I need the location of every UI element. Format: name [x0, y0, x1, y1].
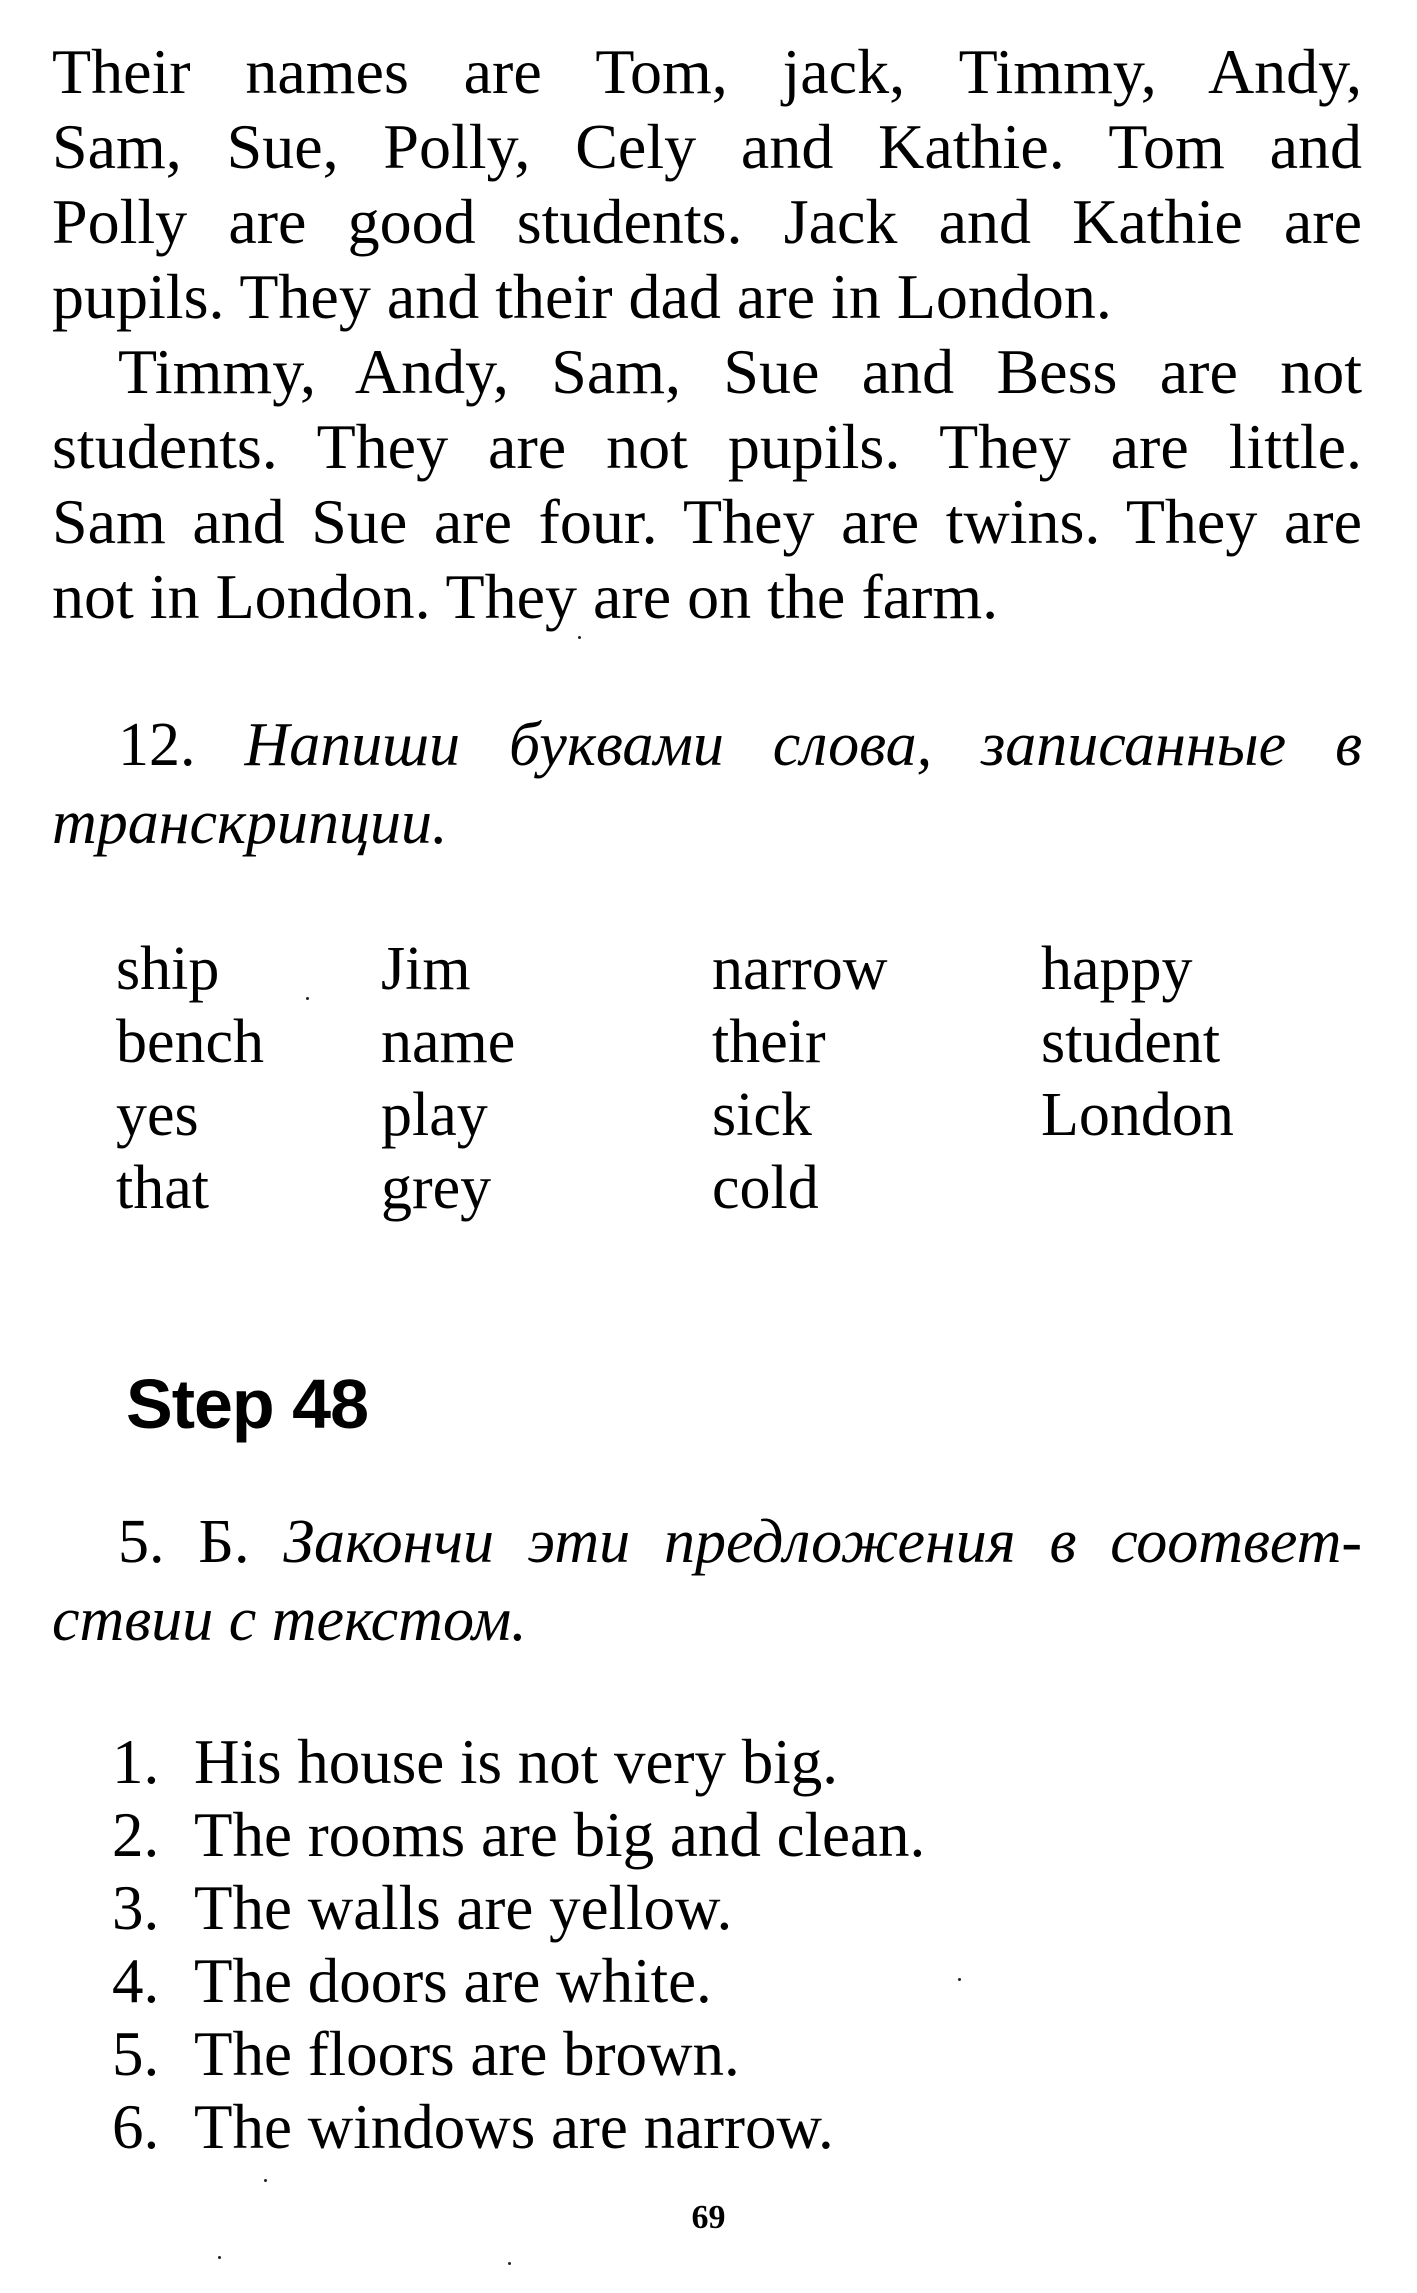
word: narrow — [712, 935, 888, 1003]
scan-speck — [264, 2179, 267, 2182]
item-number: 4. — [112, 1946, 160, 2016]
item-text: The windows are narrow. — [194, 2092, 834, 2162]
item-text: The floors are brown. — [194, 2019, 740, 2089]
item-text: The rooms are big and clean. — [194, 1800, 926, 1870]
text-line: Sam and Sue are four. They are twins. They are — [52, 486, 1362, 557]
list-item — [112, 1872, 925, 1945]
scan-speck — [508, 2262, 511, 2265]
word: play — [381, 1081, 488, 1149]
instruction-text: Закончи эти предложения в соответ- — [283, 1508, 1363, 1576]
exercise-number: 12. — [118, 711, 196, 779]
text-line: not in London. They are on the farm. — [52, 561, 999, 632]
word: their — [712, 1008, 826, 1076]
exercise-5-instruction — [52, 1503, 1362, 1659]
word: yes — [116, 1081, 199, 1149]
text-line: pupils. They and their dad are in London. — [52, 261, 1112, 332]
list-item — [112, 1726, 925, 1799]
word: Jim — [381, 935, 471, 1003]
text-line: Sam, Sue, Polly, Cely and Kathie. Tom and — [52, 111, 1362, 182]
sentence-list — [112, 1726, 925, 2164]
text-line: Polly are good students. Jack and Kathie are — [52, 186, 1362, 257]
instruction-line — [52, 1503, 1362, 1581]
word-column-4 — [1041, 933, 1234, 1152]
instruction-line — [52, 706, 1362, 784]
list-item — [112, 1799, 925, 1872]
word: sick — [712, 1081, 812, 1149]
scan-speck — [306, 997, 309, 1000]
story-paragraph-1 — [52, 34, 1362, 334]
exercise-number: 5. Б. — [118, 1508, 250, 1576]
scan-speck — [958, 1978, 961, 1981]
item-text: The doors are white. — [194, 1946, 712, 2016]
word: grey — [381, 1154, 492, 1222]
item-number: 3. — [112, 1873, 160, 1943]
story-paragraph-2 — [52, 334, 1362, 634]
text-line: Timmy, Andy, Sam, Sue and Bess are not — [118, 336, 1362, 407]
list-item — [112, 2018, 925, 2091]
word: London — [1041, 1081, 1234, 1149]
list-item — [112, 1945, 925, 2018]
item-number: 5. — [112, 2019, 160, 2089]
instruction-text: ствии с текстом. — [52, 1586, 527, 1654]
item-number: 6. — [112, 2092, 160, 2162]
item-number: 1. — [112, 1727, 160, 1797]
word: bench — [116, 1008, 265, 1076]
word: name — [381, 1008, 516, 1076]
instruction-text: транскрипции. — [52, 789, 448, 857]
item-text: His house is not very big. — [194, 1727, 838, 1797]
text-line: students. They are not pupils. They are little. — [52, 411, 1362, 482]
text-line: Their names are Tom, jack, Timmy, Andy, — [52, 36, 1362, 107]
list-item — [112, 2091, 925, 2164]
scan-speck — [218, 2256, 221, 2259]
word: cold — [712, 1154, 819, 1222]
step-heading: Step 48 — [126, 1365, 368, 1443]
item-text: The walls are yellow. — [194, 1873, 733, 1943]
word-column-3 — [712, 933, 888, 1225]
word: happy — [1041, 935, 1193, 1003]
exercise-12-instruction — [52, 706, 1362, 862]
word: that — [116, 1154, 209, 1222]
word-column-2 — [381, 933, 515, 1225]
word-column-1 — [116, 933, 264, 1225]
word: ship — [116, 935, 220, 1003]
word: student — [1041, 1008, 1221, 1076]
instruction-text: Напиши буквами слова, записанные в — [244, 711, 1363, 779]
page-number: 69 — [691, 2199, 726, 2236]
item-number: 2. — [112, 1800, 160, 1870]
scan-speck — [578, 636, 581, 639]
